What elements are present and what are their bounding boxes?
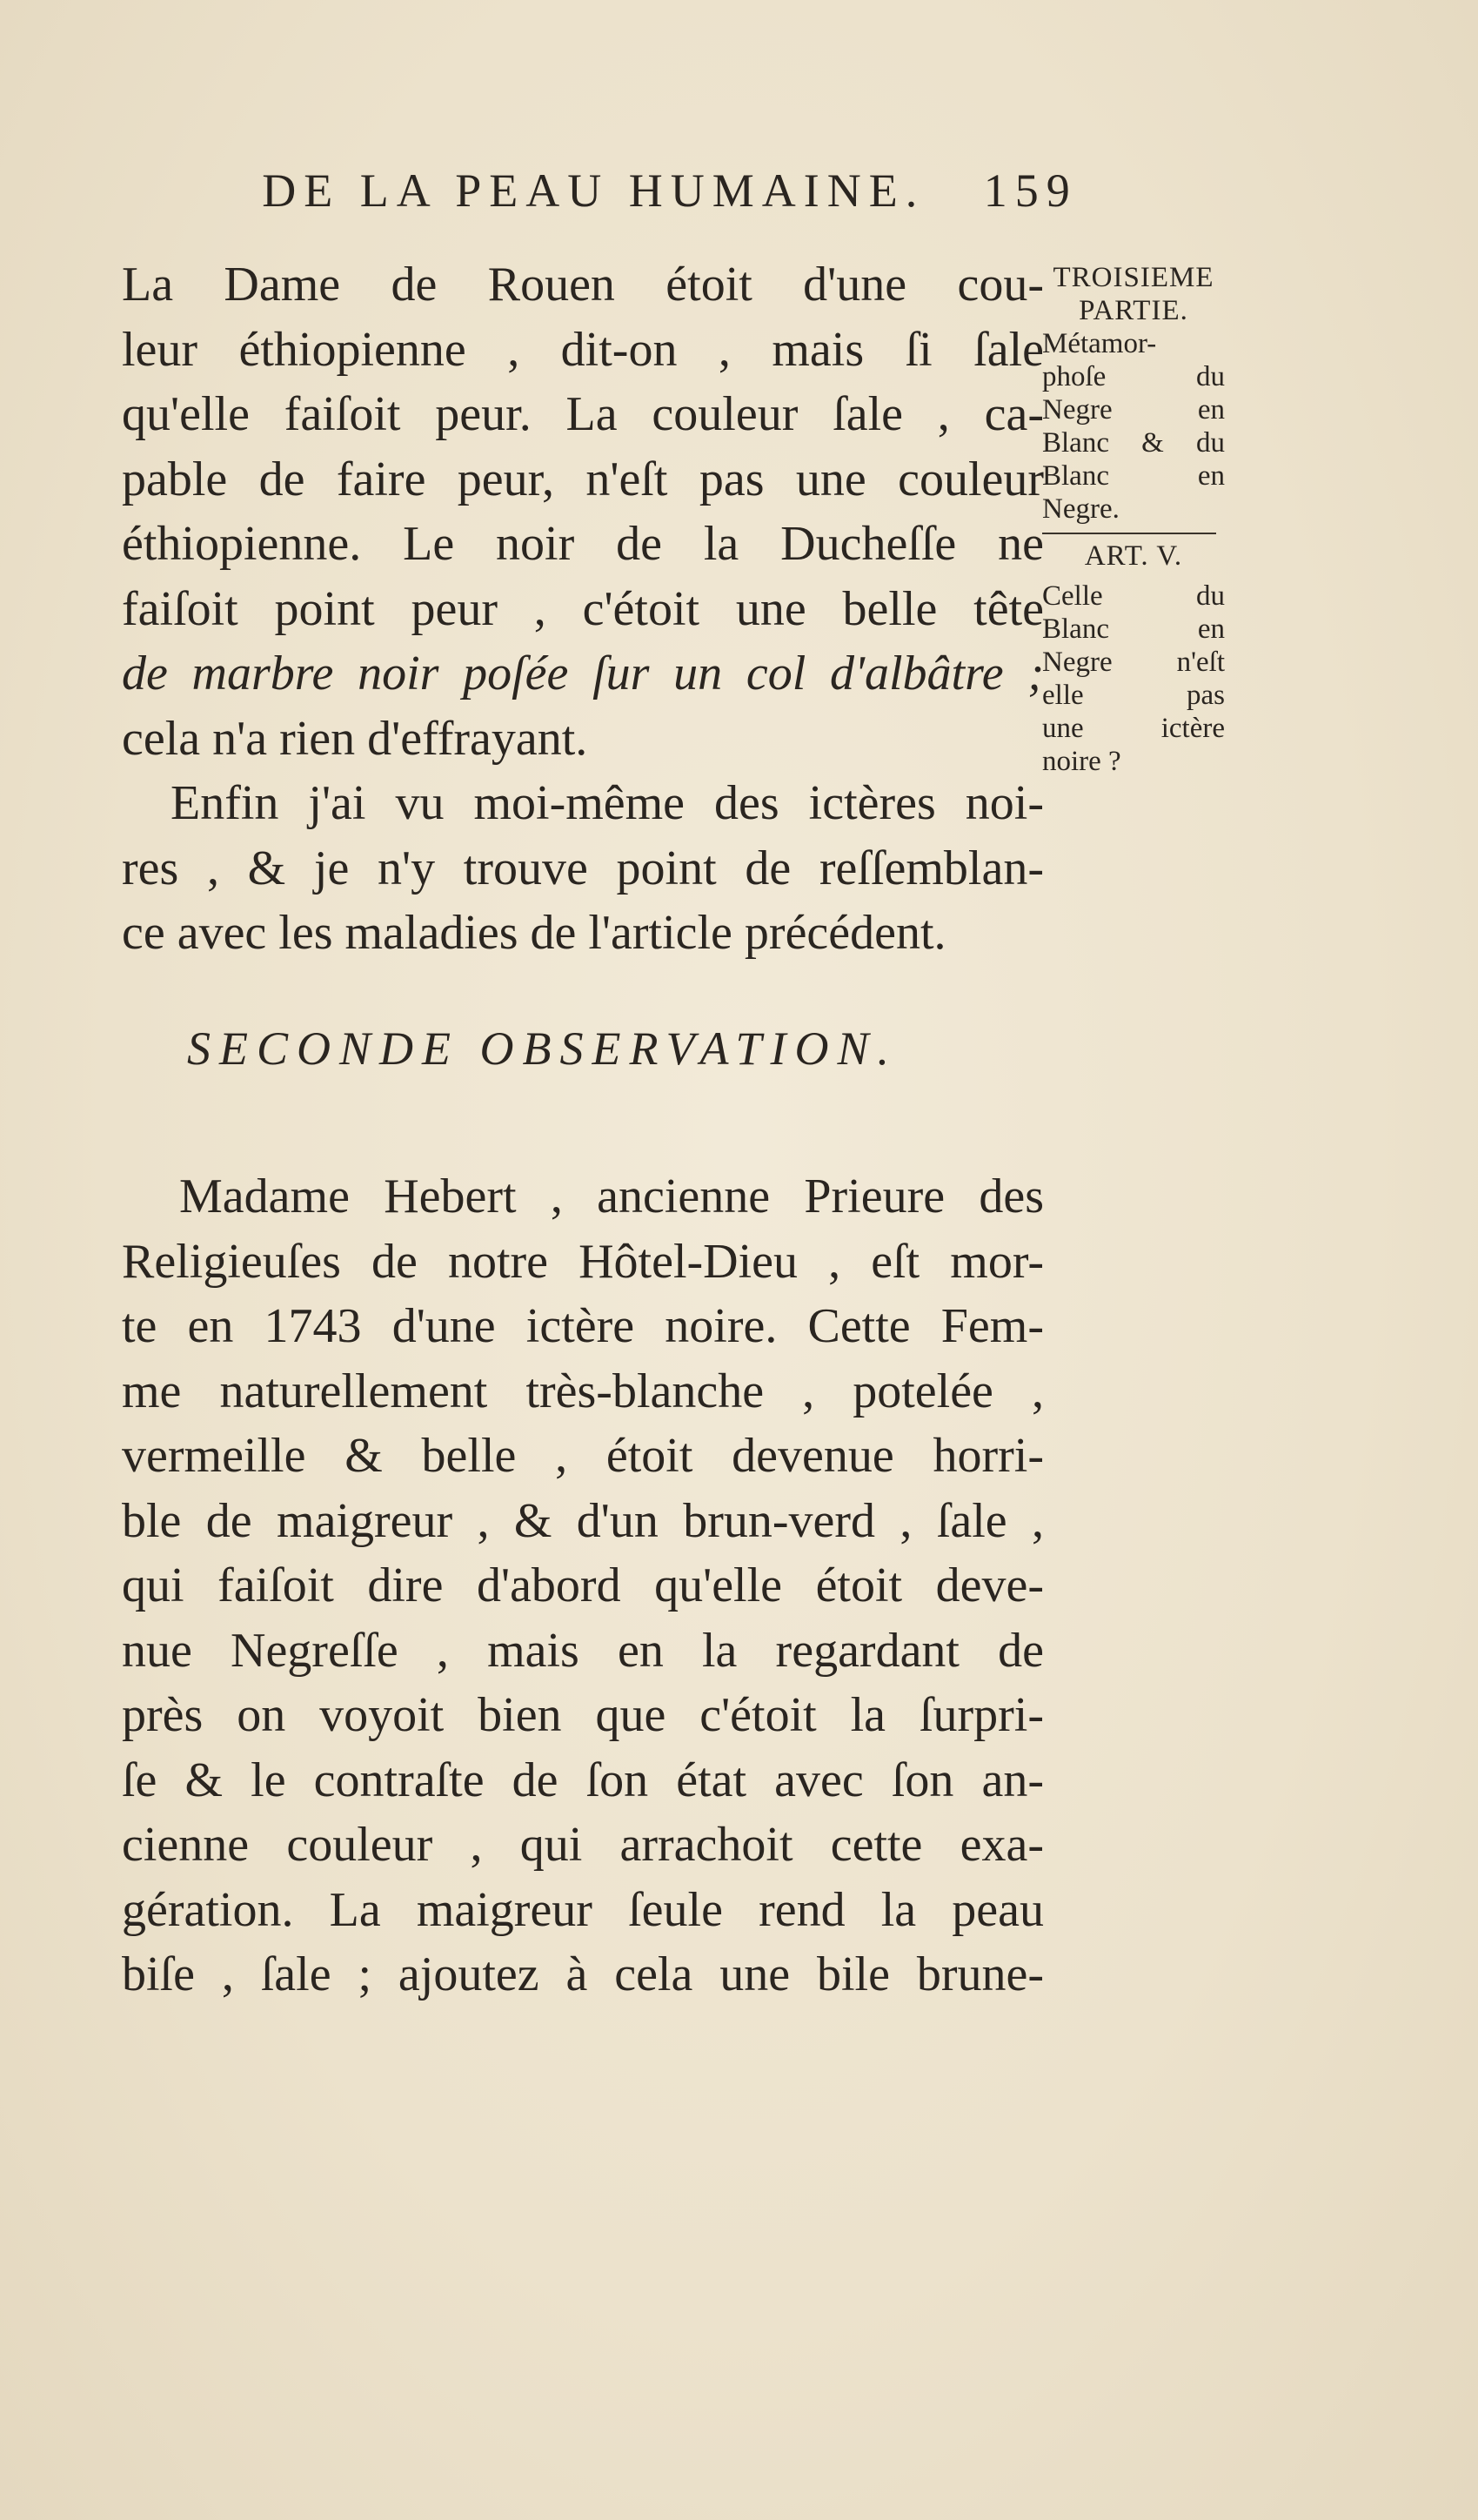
text-line: vermeille & belle , étoit devenue horri- xyxy=(122,1429,1044,1483)
main-text xyxy=(122,252,1044,2007)
margin-article-note: elle pas xyxy=(1042,680,1225,711)
page-number: 159 xyxy=(983,164,1078,217)
margin-part: PARTIE. xyxy=(1079,295,1188,326)
margin-article-note: Blanc en xyxy=(1042,613,1225,645)
text-line: cela n'a rien d'effrayant. xyxy=(122,711,588,766)
text-line: me naturellement très-blanche , potelée , xyxy=(122,1364,1044,1418)
margin-topic: Blanc en xyxy=(1042,460,1225,492)
margin-rule xyxy=(1042,533,1216,534)
margin-part: TROISIEME xyxy=(1053,262,1214,293)
text-line: Enfin j'ai vu moi-même des ictères noi- xyxy=(171,776,1044,830)
text-line: Madame Hebert , ancienne Prieure des xyxy=(179,1170,1044,1223)
margin-topic: phoſe du xyxy=(1042,361,1225,392)
margin-article: ART. V. xyxy=(1084,540,1183,572)
text-line: biſe , ſale ; ajoutez à cela une bile brune- xyxy=(122,1947,1044,2001)
text-line: éthiopienne. Le noir de la Ducheſſe ne xyxy=(122,517,1044,571)
text-line: res , & je n'y trouve point de reſſemblan- xyxy=(122,841,1044,895)
text-line: qu'elle faiſoit peur. La couleur ſale , ca- xyxy=(122,387,1044,441)
running-header xyxy=(235,164,1105,218)
text-line: faiſoit point peur , c'étoit une belle tête xyxy=(122,581,1044,636)
text-line: près on voyoit bien que c'étoit la ſurpri- xyxy=(122,1688,1044,1742)
text-line: cienne couleur , qui arrachoit cette exa- xyxy=(122,1818,1044,1872)
text-line: leur éthiopienne , dit-on , mais ſi ſale xyxy=(122,322,1044,377)
margin-article-note: une ictère xyxy=(1042,713,1225,744)
margin-article-note: Negre n'eſt xyxy=(1042,647,1225,678)
text-line: Religieuſes de notre Hôtel-Dieu , eſt mor- xyxy=(122,1234,1044,1289)
text-line: te en 1743 d'une ictère noire. Cette Fem- xyxy=(122,1299,1044,1353)
text-line: ſe & le contraſte de ſon état avec ſon an- xyxy=(122,1753,1044,1807)
margin-article-note: Celle du xyxy=(1042,580,1225,612)
margin-topic: Negre en xyxy=(1042,394,1225,426)
text-line: ce avec les maladies de l'article précédent. xyxy=(122,906,946,960)
margin-article-note: noire ? xyxy=(1042,746,1121,777)
text-line: pable de faire peur, n'eſt pas une couleur xyxy=(122,452,1044,506)
text-line: gération. La maigreur ſeule rend la peau xyxy=(122,1882,1044,1937)
text-line: La Dame de Rouen étoit d'une cou- xyxy=(122,258,1044,312)
margin-notes xyxy=(1042,261,1225,778)
text-line: ble de maigreur , & d'un brun-verd , ſale , xyxy=(122,1493,1044,1548)
margin-topic: Blanc & du xyxy=(1042,427,1225,459)
margin-topic: Negre. xyxy=(1042,493,1120,525)
margin-topic: Métamor- xyxy=(1042,328,1157,359)
text-line: de marbre noir poſée ſur un col d'albâtre ; xyxy=(122,647,1044,700)
section-heading: SECONDE OBSERVATION. xyxy=(187,1022,898,1075)
text-line: nue Negreſſe , mais en la regardant de xyxy=(122,1623,1044,1678)
text-line: qui faiſoit dire d'abord qu'elle étoit deve- xyxy=(122,1558,1044,1612)
running-title: DE LA PEAU HUMAINE. xyxy=(262,164,926,217)
